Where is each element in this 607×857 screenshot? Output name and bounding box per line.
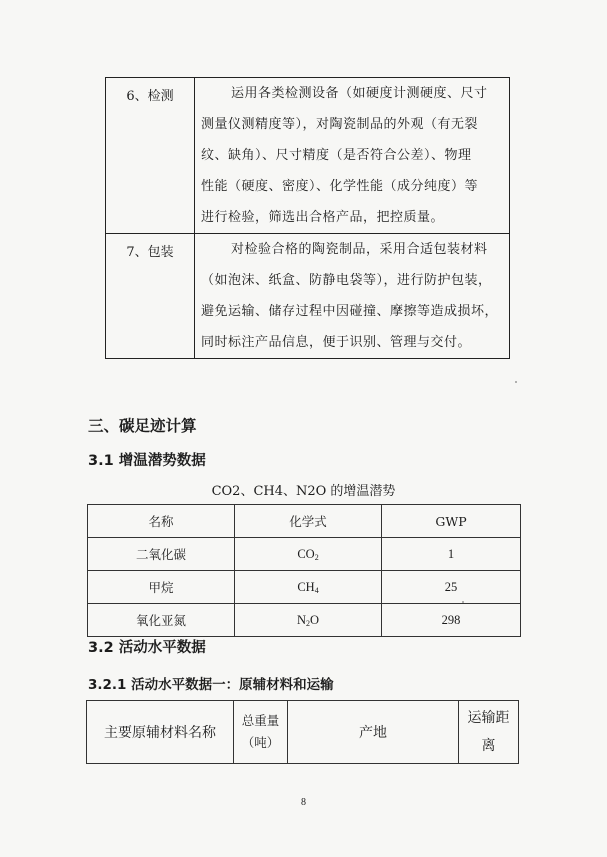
table-row (106, 234, 510, 359)
header-cell: 化学式 (235, 505, 382, 538)
desc-line: 运用各类检测设备（如硬度计测硬度、尺寸 (231, 86, 488, 101)
header-cell: 产地 (288, 701, 459, 764)
desc-line: （如泡沫、纸盒、防静电袋等），进行防护包装， (201, 273, 492, 288)
scan-speck (515, 381, 517, 383)
gwp-value-cell: 1 (382, 538, 521, 571)
gas-name-cell: 二氧化碳 (88, 538, 235, 571)
desc-line: 避免运输、储存过程中因碰撞、摩擦等造成损坏， (201, 304, 499, 319)
desc-line: 同时标注产品信息，便于识别、管理与交付。 (201, 335, 472, 350)
header-line: 运输距 (467, 710, 510, 726)
process-step-label: 7、包装 (106, 234, 195, 359)
table-row (88, 571, 521, 604)
subsection-heading: 3.1 增温潜势数据 (88, 453, 206, 469)
formula-base: N (296, 612, 306, 627)
process-step-description (195, 78, 510, 234)
formula-base: CO (297, 546, 315, 561)
gwp-table (87, 504, 521, 637)
header-cell: 名称 (88, 505, 235, 538)
subsection-heading: 3.2 活动水平数据 (88, 640, 206, 656)
header-cell (234, 701, 288, 764)
table-header-row (88, 505, 521, 538)
process-step-description (195, 234, 510, 359)
formula-tail: O (310, 612, 320, 627)
desc-line: 性能（硬度、密度）、化学性能（成分纯度）等 (201, 179, 479, 194)
gas-name-cell: 氧化亚氮 (88, 604, 235, 637)
gwp-value-cell: 298 (382, 604, 521, 637)
formula-subscript: 2 (306, 618, 310, 628)
header-cell (459, 701, 519, 764)
header-line: 总重量 (241, 713, 280, 728)
table-caption: CO2、CH4、N2O 的增温潜势 (211, 484, 396, 499)
formula-cell (235, 571, 382, 604)
table-row (88, 538, 521, 571)
desc-line: 对检验合格的陶瓷制品，采用合适包装材料 (231, 242, 488, 257)
desc-line: 纹、缺角）、尺寸精度（是否符合公差）、物理 (201, 148, 472, 163)
page-number: 8 (301, 797, 306, 808)
formula-base: CH (297, 579, 315, 594)
process-step-label: 6、检测 (106, 78, 195, 234)
formula-cell (235, 604, 382, 637)
header-cell: 主要原辅材料名称 (87, 701, 234, 764)
process-table (105, 77, 510, 359)
header-line: （吨） (241, 735, 280, 750)
subsubsection-heading: 3.2.1 活动水平数据一：原辅材料和运输 (88, 677, 334, 693)
gwp-value-cell: 25 (382, 571, 521, 604)
table-header-row (87, 701, 519, 764)
gas-name-cell: 甲烷 (88, 571, 235, 604)
formula-subscript: 2 (314, 552, 319, 562)
scan-speck (462, 601, 464, 603)
materials-table (86, 700, 519, 764)
formula-subscript: 4 (314, 585, 319, 595)
table-row (106, 78, 510, 234)
header-line: 离 (481, 738, 496, 754)
formula-cell (235, 538, 382, 571)
desc-line: 测量仪测精度等），对陶瓷制品的外观（有无裂 (201, 117, 479, 132)
header-cell: GWP (382, 505, 521, 538)
table-row (88, 604, 521, 637)
section-heading: 三、碳足迹计算 (88, 417, 197, 435)
desc-line: 进行检验，筛选出合格产品，把控质量。 (201, 210, 445, 225)
